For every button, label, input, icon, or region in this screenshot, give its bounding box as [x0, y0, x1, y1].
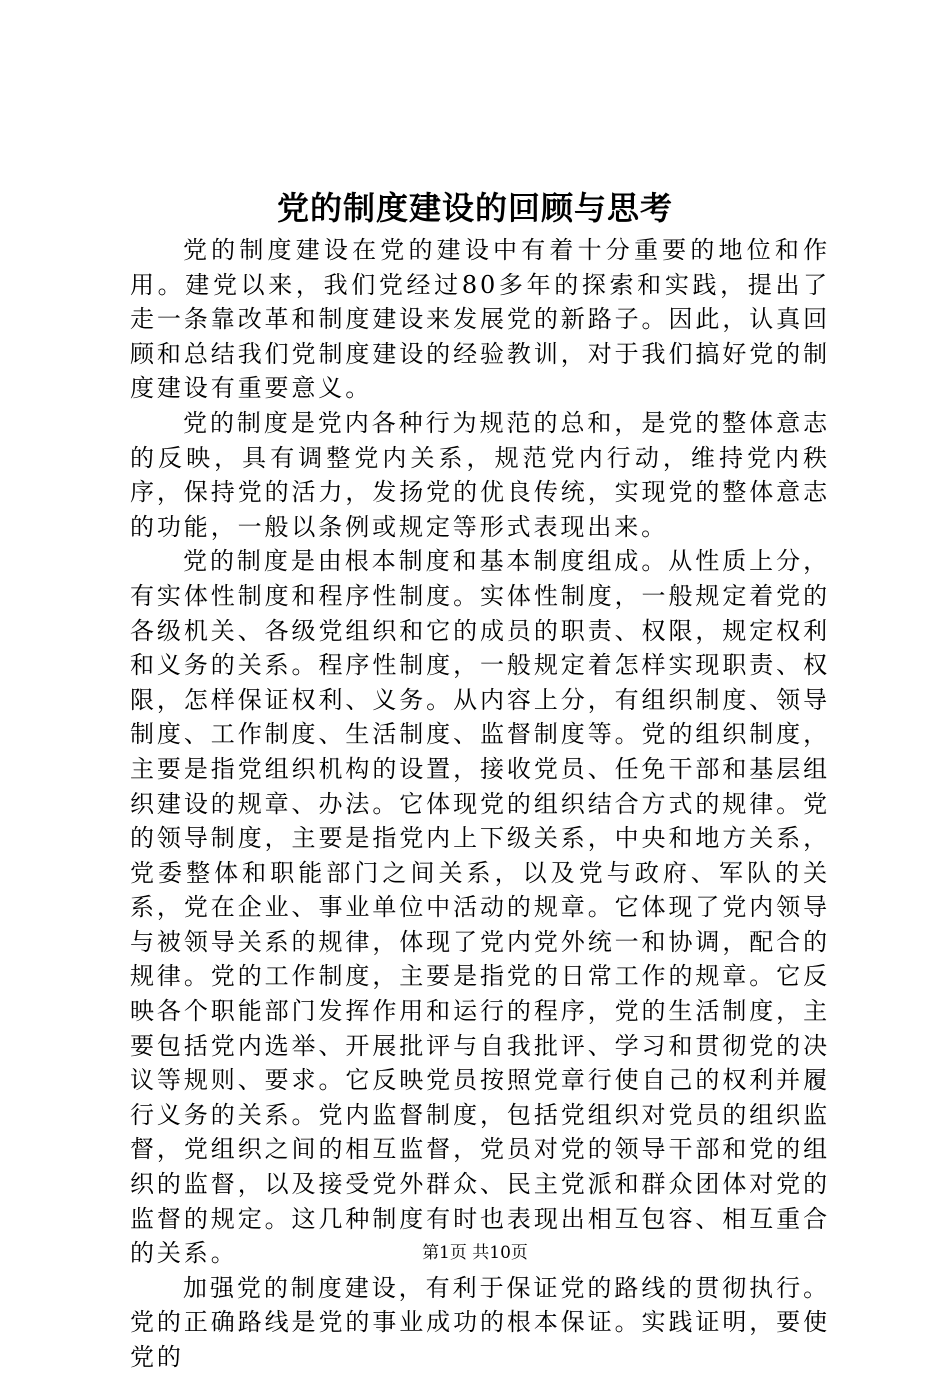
document-title: 党的制度建设的回顾与思考: [276, 189, 673, 227]
page-footer: 第1页 共10页: [422, 1243, 528, 1263]
paragraph-2: 党的制度是党内各种行为规范的总和，是党的整体意志的反映，具有调整党内关系，规范党内行动，维持党内秩序，保持党的活力，发扬党的优良传统，实现党的整体意志的功能，一般以条例或规定等形式表现出来。: [130, 408, 830, 541]
paragraph-3: 党的制度是由根本制度和基本制度组成。从性质上分，有实体性制度和程序性制度。实体性制度，一般规定着党的各级机关、各级党组织和它的成员的职责、权限，规定权利和义务的关系。程序性制度，一般规定着怎样实现职责、权限，怎样保证权利、义务。从内容上分，有组织制度、领导制度、工作制度、生活制度、监督制度等。党的组织制度，主要是指党组织机构的设置，接收党员、任免干部和基层组织建设的规章、办法。它体现党的组织结合方式的规律。党的领导制度，主要是指党内上下级关系，中央和地方关系，党委整体和职能部门之间关系，以及党与政府、军队的关系，党在企业、事业单位中活动的规章。它体现了党内领导与被领导关系的规律，体现了党内党外统一和协调，配合的规律。党的工作制度，主要是指党的日常工作的规章。它反映各个职能部门发挥作用和运行的程序，党的生活制度，主要包括党内选举、开展批评与自我批评、学习和贯彻党的决议等规则、要求。它反映党员按照党章行使自己的权利并履行义务的关系。党内监督制度，包括党组织对党员的组织监督，党组织之间的相互监督，党员对党的领导干部和党的组织的监督，以及接受党外群众、民主党派和群众团体对党的监督的规定。这几种制度有时也表现出相互包容、相互重合的关系。: [130, 547, 830, 1268]
document-body: [130, 233, 830, 1375]
paragraph-1: 党的制度建设在党的建设中有着十分重要的地位和作用。建党以来，我们党经过80多年的探索和实践，提出了走一条靠改革和制度建设来发展党的新路子。因此，认真回顾和总结我们党制度建设的经验教训，对于我们搞好党的制度建设有重要意义。: [130, 236, 830, 403]
paragraph-4: 加强党的制度建设，有利于保证党的路线的贯彻执行。党的正确路线是党的事业成功的根本保证。实践证明，要使党的: [130, 1273, 830, 1371]
